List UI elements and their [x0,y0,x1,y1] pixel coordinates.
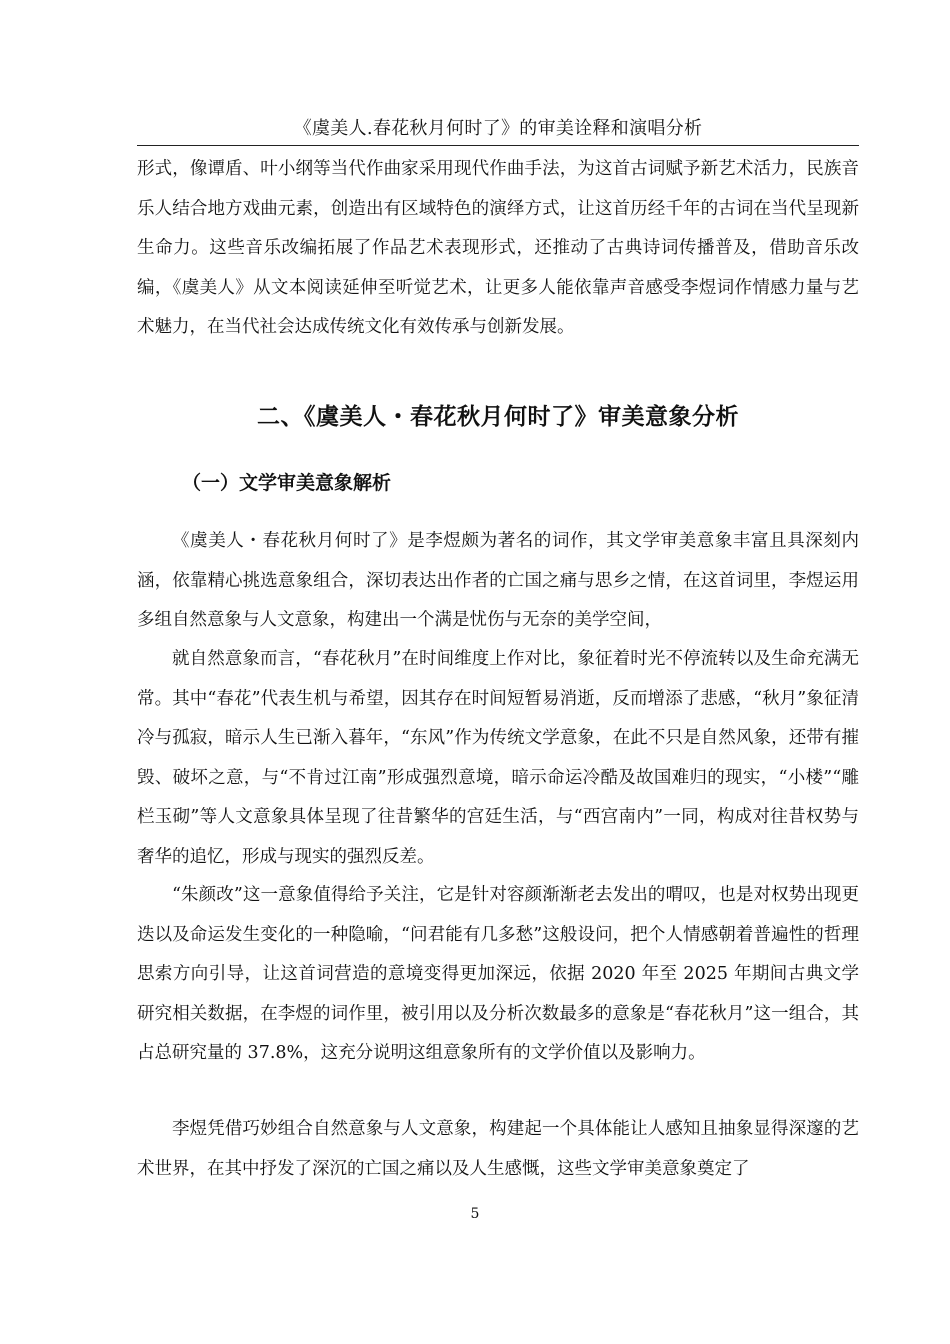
body-paragraph-continued: 形式，像谭盾、叶小纲等当代作曲家采用现代作曲手法，为这首古词赋予新艺术活力，民族音乐人结合地方戏曲元素，创造出有区域特色的演绎方式，让这首历经千年的古词在当代呈现新生命力。这些音乐改编拓展了作品艺术表现形式，还推动了古典诗词传播普及，借助音乐改编，《虞美人》从文本阅读延伸至听觉艺术，让更多人能依靠声音感受李煜词作情感力量与艺术魅力，在当代社会达成传统文化有效传承与创新发展。 [137,159,859,337]
section-heading: 二、《虞美人・春花秋月何时了》审美意象分析 [257,404,739,430]
body-paragraph: 李煜凭借巧妙组合自然意象与人文意象，构建起一个具体能让人感知且抽象显得深邃的艺术世界，在其中抒发了深沉的亡国之痛以及人生感慨，这些文学审美意象奠定了 [137,1119,859,1179]
body-paragraph: 《虞美人・春花秋月何时了》是李煜颇为著名的词作，其文学审美意象丰富且具深刻内涵，依靠精心挑选意象组合，深切表达出作者的亡国之痛与思乡之情，在这首词里，李煜运用多组自然意象与人文意象，构建出一个满是忧伤与无奈的美学空间， [137,531,859,630]
running-header-title: 《虞美人.春花秋月何时了》的审美诠释和演唱分析 [293,118,703,139]
page-number: 5 [470,1206,480,1222]
header-rule [137,145,859,146]
body-paragraph: “朱颜改”这一意象值得给予关注，它是针对容颜渐渐老去发出的喟叹，也是对权势出现更迭以及命运发生变化的一种隐喻，“问君能有几多愁”这般设问，把个人情感朝着普遍性的哲理思索方向引导，让这首词营造的意境变得更加深远，依据 2020 年至 2025 年期间古典文学研究相关数据，在李煜的词作里，被引用以及分析次数最多的意象是“春花秋月”这一组合，其占总研究量的 37.8%，这充分说明这组意象所有的文学价值以及影响力。 [137,885,859,1063]
body-paragraph: 就自然意象而言，“春花秋月”在时间维度上作对比，象征着时光不停流转以及生命充满无常。其中“春花”代表生机与希望，因其存在时间短暂易消逝，反而增添了悲感，“秋月”象征清冷与孤寂，暗示人生已渐入暮年，“东风”作为传统文学意象，在此不只是自然风象，还带有摧毁、破坏之意，与“不肯过江南”形成强烈意境，暗示命运冷酷及故国难归的现实，“小楼”“雕栏玉砌”等人文意象具体呈现了往昔繁华的宫廷生活，与“西宫南内”一同，构成对往昔权势与奢华的追忆，形成与现实的强烈反差。 [137,649,859,867]
subsection-heading: （一）文学审美意象解析 [182,472,392,494]
